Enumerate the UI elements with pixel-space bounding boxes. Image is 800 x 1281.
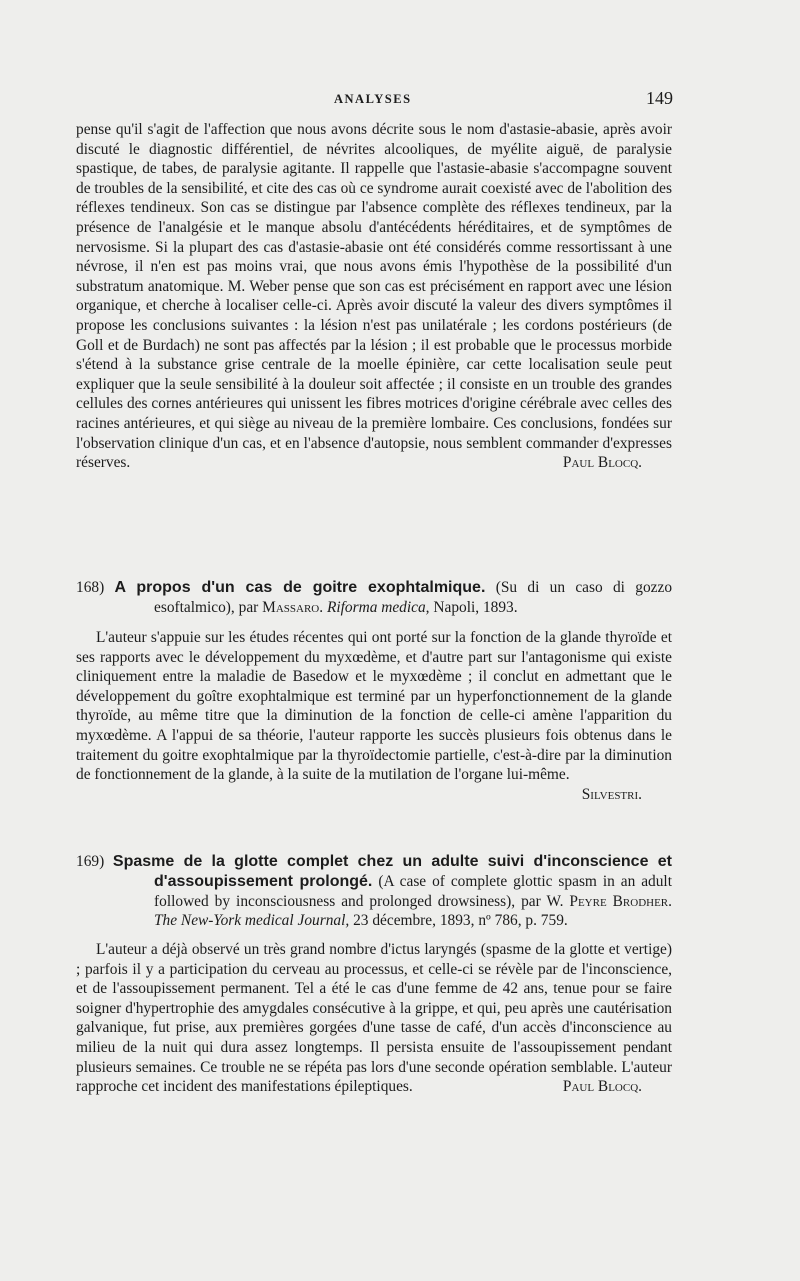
review-paragraph: [76, 120, 672, 473]
running-header: ANALYSES: [334, 92, 412, 106]
entry-168-body: [76, 628, 672, 804]
review-signature: Paul Blocq.: [562, 454, 642, 472]
entry-168-heading: [76, 578, 672, 618]
entry-journal: The New-York medical Journal,: [154, 912, 350, 930]
entry-citation: 23 décembre, 1893, nº 786, p. 759.: [353, 912, 568, 930]
entry-journal: Riforma medica,: [326, 598, 430, 616]
entry-number: 169): [76, 853, 105, 870]
review-text: pense qu'il s'agit de l'affection que nous avons décrite sous le nom d'astasie-abasie, après avoir discuté le diagnostic différentiel, de névrites alcooliques, de myélite aiguë, de paralysie spastique, de tabes, de paralysie agitante. Il rappelle que l'astasie-abasie s'accompagne souvent de troubles de la sensibilité, et cite des cas où ce syndrome aurait coexisté avec de l'abolition des réflexes tendineux. Son cas se distingue par l'absence complète des réflexes tendineux, par la présence de l'analgésie et le manque absolu d'antécédents héréditaires, et de symptômes de nervosisme. Si la plupart des cas d'astasie-abasie ont été considérés comme ressortissant à une névrose, il n'en est pas moins vrai, que nous avons émis l'hypothèse de la possibilité d'un substratum anatomique. M. Weber pense que son cas est précisément en rapport avec une lésion organique, et cherche à localiser celle-ci. Après avoir discuté la valeur des divers symptômes il propose les conclusions suivantes : la lésion n'est pas unilatérale ; les cordons postérieurs (de Goll et de Burdach) ne sont pas affectés par la lésion ; il est probable que le processus morbide s'étend à la substance grise centrale de la moelle épinière, car cette localisation seule peut expliquer que la seule sensibilité à la douleur soit affectée ; il consiste en un trouble des grandes cellules des cornes antérieures qui unissent les fibres motrices d'origine cérébrale avec celles des racines antérieures, et qui siège au niveau de la première lombaire. Ces conclusions, fondées sur l'observation clinique d'un cas, et en l'absence d'autopsie, nous semblent commander d'expresses réserves.: [76, 121, 672, 472]
review-continued: [76, 120, 672, 473]
entry-number: 168): [76, 579, 105, 596]
entry-author: Peyre Brodher.: [569, 892, 672, 910]
entry-body-text: L'auteur s'appuie sur les études récentes qui ont porté sur la fonction de la glande thyroïde et ses rapports avec le développement du myxœdème, et d'autre part sur l'antagonisme qui existe cliniquement entre la maladie de Basedow et le myxœdème ; il conclut en admettant que le développement du goître exophtalmique est terminé par un hyperfonctionnement de la glande thyroïde, au même titre que la diminution de la fonction de celle-ci amène l'apparition du myxœdème. A l'appui de sa théorie, l'auteur rapporte les succès plusieurs fois obtenus dans le traitement du goitre exophtalmique par la thyroïdectomie partielle, c'est-à-dire par la diminution de fonctionnement de la glande, à la suite de la mutilation de l'organe lui-même.: [76, 629, 672, 784]
entry-signature: Silvestri.: [581, 785, 642, 803]
page-number: 149: [646, 88, 673, 108]
entry-title: A propos d'un cas de goitre exophtalmique.: [114, 579, 486, 596]
entry-169-heading: [76, 852, 672, 931]
entry-signature: Paul Blocq.: [562, 1078, 642, 1096]
entry-original-title: (Su di un caso di gozzo esoftalmico), par: [154, 579, 673, 616]
entry-author: Massaro.: [262, 598, 324, 616]
entry-169-body: [76, 940, 672, 1097]
entry-original-title: (A case of complete glottic spasm in an adult followed by inconsciousness and prolonged drowsiness), par W.: [154, 872, 672, 910]
entry-paragraph: [76, 940, 672, 1097]
entry-title: Spasme de la glotte complet chez un adulte suivi d'inconscience et d'assoupissement prolongé.: [112, 853, 672, 890]
entry-paragraph: [76, 628, 672, 803]
entry-body-text: L'auteur a déjà observé un très grand nombre d'ictus laryngés (spasme de la glotte et vertige) ; parfois il y a participation du cerveau au processus, et celle-ci se révèle par de l'inconscience, et de l'assoupissement permanent. Tel a été le cas d'une femme de 42 ans, tenue pour se faire soigner d'hypertrophie des amygdales consécutive à la grippe, et qui, peu après une cautérisation galvanique, fut prise, aux premières gorgées d'une tasse de café, d'un accès d'inconscience au milieu de la nuit qui dura assez longtemps. Il persista ensuite de l'assoupissement pendant plusieurs semaines. Ce trouble ne se répéta pas lors d'une seconde opération semblable. L'auteur rapproche cet incident des manifestations épileptiques.: [76, 941, 672, 1096]
entry-place-year: Napoli, 1893.: [433, 598, 518, 616]
